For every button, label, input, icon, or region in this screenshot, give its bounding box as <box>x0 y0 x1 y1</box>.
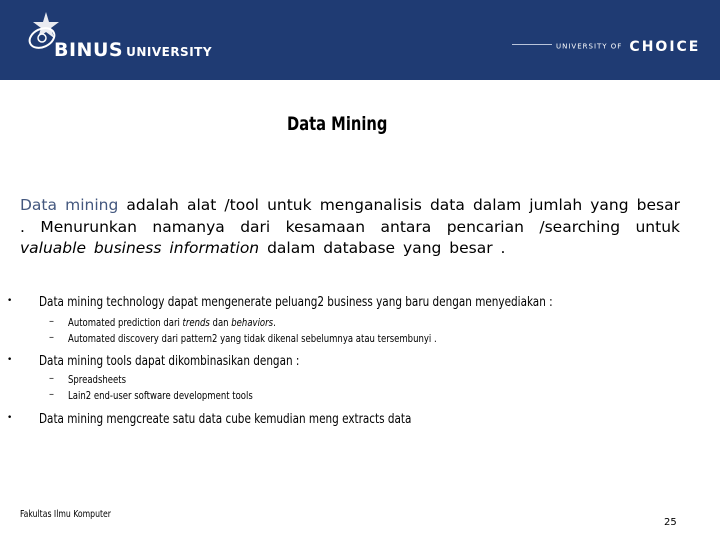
dash-icon: – <box>49 389 54 400</box>
bullet-text-2: Data mining tools dapat dikombinasikan dengan : <box>39 353 300 369</box>
header-banner <box>0 0 720 80</box>
bullet-icon: • <box>7 413 13 423</box>
sub-item-1-1-post: . <box>273 316 276 329</box>
intro-paragraph <box>20 195 680 260</box>
tagline <box>556 36 700 55</box>
brand-name-small: UNIVERSITY <box>126 45 213 59</box>
sub-item-2-2: Lain2 end-user software development tools <box>68 389 253 402</box>
tagline-choice: CHOICE <box>629 38 701 55</box>
footer-faculty: Fakultas Ilmu Komputer <box>20 509 111 520</box>
brand-name-big: BINUS <box>54 39 124 61</box>
sub-item-1-1-behaviors: behaviors <box>231 316 274 329</box>
sub-item-1-2: Automated discovery dari pattern2 yang tidak dikenal sebelumnya atau tersembunyi . <box>68 332 437 345</box>
sub-item-1-1-mid: dan <box>212 316 229 329</box>
bullet-icon: • <box>7 296 13 306</box>
slide-title: Data Mining <box>287 113 388 135</box>
sub-item-1-1-pre: Automated prediction dari <box>68 316 180 329</box>
intro-italic: valuable business information <box>20 239 260 257</box>
bullet-icon: • <box>7 355 13 365</box>
bullet-text-3: Data mining mengcreate satu data cube kemudian meng extracts data <box>39 411 412 427</box>
dash-icon: – <box>49 332 54 343</box>
dash-icon: – <box>49 373 54 384</box>
sub-item-1-1 <box>68 316 276 329</box>
dash-icon: – <box>49 316 54 327</box>
intro-part1: adalah alat /tool untuk menganalisis data dalam jumlah yang besar . Menurunkan namanya dari kesamaan antara pencarian /searching untuk <box>20 196 680 236</box>
tagline-divider <box>512 44 552 45</box>
intro-part2: dalam database yang besar . <box>267 239 506 257</box>
page-number: 25 <box>664 517 677 528</box>
sub-item-1-1-trends: trends <box>182 316 210 329</box>
sub-item-2-1: Spreadsheets <box>68 373 127 386</box>
tagline-prefix: UNIVERSITY OF <box>556 42 623 51</box>
intro-term: Data mining <box>20 196 119 214</box>
brand-name <box>54 39 212 61</box>
bullet-text-1: Data mining technology dapat mengenerate peluang2 business yang baru dengan menyediakan : <box>39 294 553 310</box>
